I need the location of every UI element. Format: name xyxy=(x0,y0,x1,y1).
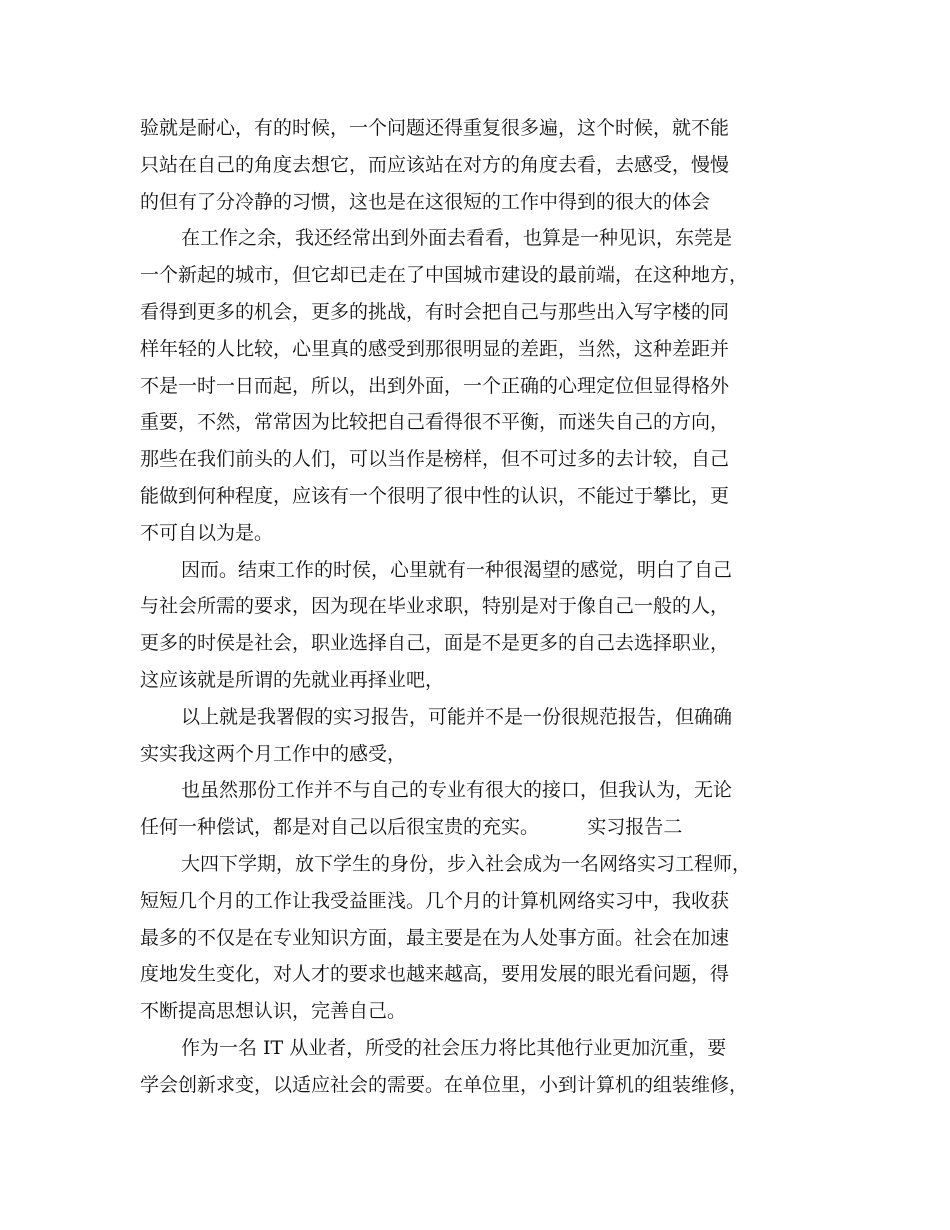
text-line: 短短几个月的工作让我受益匪浅。几个月的计算机网络实习中，我收获 xyxy=(140,889,730,912)
text-line: 样年轻的人比较，心里真的感受到那很明显的差距，当然，这种差距并 xyxy=(140,337,730,360)
text-line: 度地发生变化，对人才的要求也越来越高，要用发展的眼光看问题，得 xyxy=(140,963,730,986)
text-line: 只站在自己的角度去想它，而应该站在对方的角度去看，去感受，慢慢 xyxy=(140,153,730,176)
text-line: 不断提高思想认识，完善自己。 xyxy=(140,1000,407,1023)
text-line: 以上就是我署假的实习报告，可能并不是一份很规范报告，但确确 xyxy=(181,705,733,728)
text-line: 验就是耐心，有的时候，一个问题还得重复很多遍，这个时候，就不能 xyxy=(140,117,730,139)
text-line: 学会创新求变，以适应社会的需要。在单位里，小到计算机的组装维修， xyxy=(140,1073,749,1096)
text-line: 最多的不仅是在专业知识方面，最主要是在为人处事方面。社会在加速 xyxy=(140,926,730,949)
text-line: 一个新起的城市，但它却已走在了中国城市建设的最前端，在这种地方， xyxy=(140,264,749,287)
text-line: 也虽然那份工作并不与自己的专业有很大的接口，但我认为，无论 xyxy=(181,779,733,802)
text-line: 重要，不然，常常因为比较把自己看得很不平衡，而迷失自己的方向， xyxy=(140,411,730,434)
text-line: 大四下学期，放下学生的身份，步入社会成为一名网络实习工程师， xyxy=(181,852,752,875)
text-line: 的但有了分冷静的习惯，这也是在这很短的工作中得到的很大的体会 xyxy=(140,190,711,213)
text-line: 作为一名 IT 从业者，所受的社会压力将比其他行业更加沉重，要 xyxy=(181,1036,727,1059)
text-line: 这应该就是所谓的先就业再择业吧， xyxy=(140,668,445,691)
text-line: 实实我这两个月工作中的感受， xyxy=(140,742,407,765)
text-line: 因而。结束工作的时侯，心里就有一种很渴望的感觉，明白了自己 xyxy=(181,558,733,581)
text-line: 不可自以为是。 xyxy=(140,521,274,544)
text-line: 那些在我们前头的人们，可以当作是榜样，但不可过多的去计较，自己 xyxy=(140,448,730,471)
text-line: 任何一种偿试，都是对自己以后很宝贵的充实。 实习报告二 xyxy=(140,816,683,839)
text-line: 与社会所需的要求，因为现在毕业求职，特别是对于像自己一般的人， xyxy=(140,595,730,618)
document-body xyxy=(140,110,820,1104)
text-line: 能做到何种程度，应该有一个很明了很中性的认识，不能过于攀比，更 xyxy=(140,484,730,507)
text-line: 不是一时一日而起，所以，出到外面，一个正确的心理定位但显得格外 xyxy=(140,374,730,397)
text-line: 看得到更多的机会，更多的挑战，有时会把自己与那些出入写字楼的同 xyxy=(140,300,730,323)
text-line: 更多的时侯是社会，职业选择自己，面是不是更多的自己去选择职业， xyxy=(140,632,730,655)
text-line: 在工作之余，我还经常出到外面去看看，也算是一种见识，东莞是 xyxy=(181,227,733,250)
